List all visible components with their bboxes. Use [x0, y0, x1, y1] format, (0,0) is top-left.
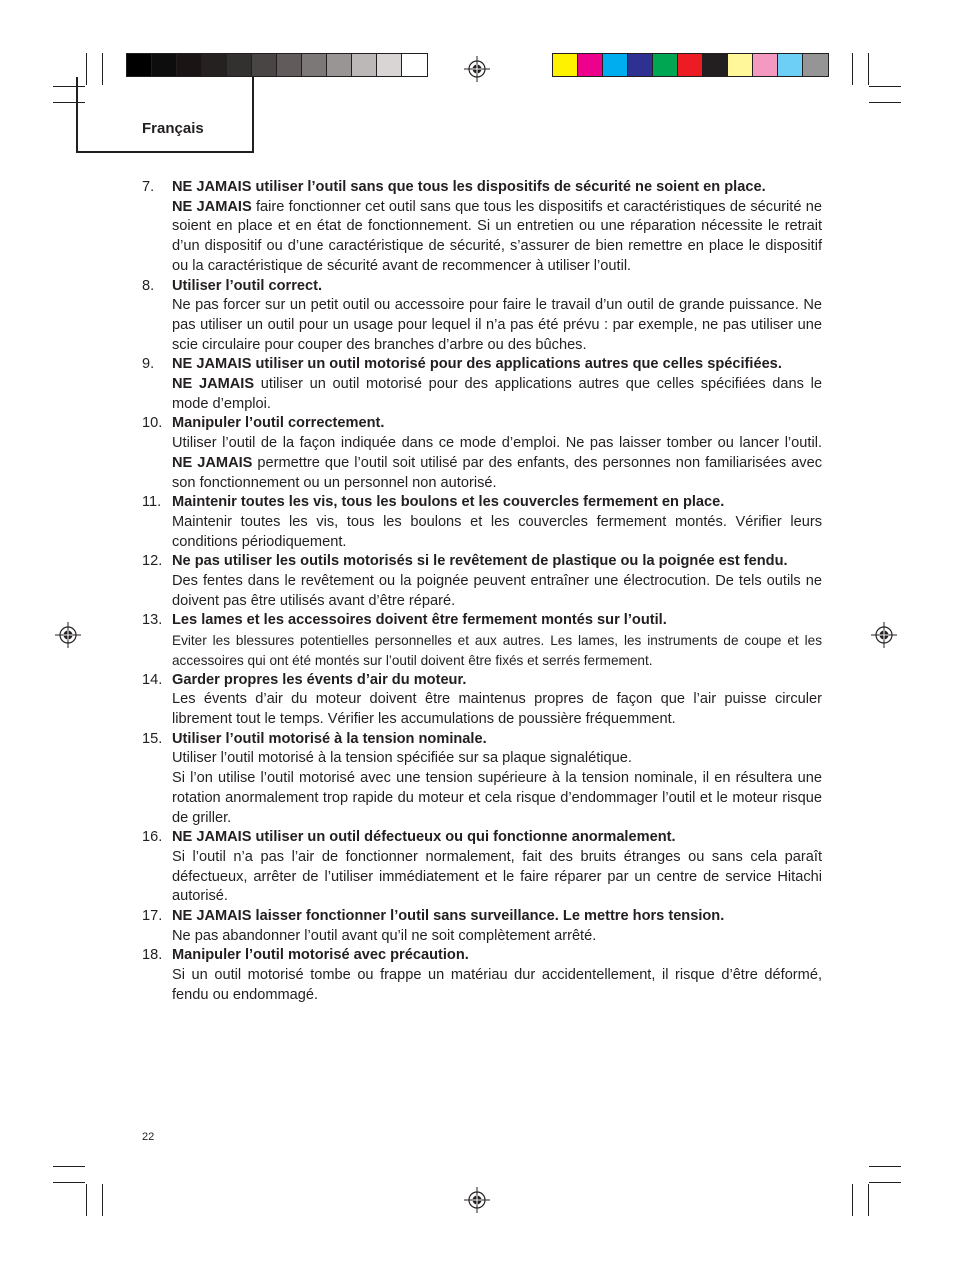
item-heading-text: Manipuler l’outil correctement	[172, 415, 381, 432]
color-swatch	[653, 54, 678, 76]
color-swatch	[628, 54, 653, 76]
item-heading-period: .	[777, 356, 782, 373]
color-calibration-bar	[552, 53, 829, 77]
item-heading	[172, 730, 822, 750]
body-text: Maintenir toutes les vis, tous les boulons et les couvercles fermement montés. Vérifier leurs conditions périodiquement.	[172, 513, 822, 550]
body-text: Si l’outil n’a pas l’air de fonctionner normalement, fait des bruits étranges ou sans cela paraît défectueux, arrêter de l’utiliser immédiatement et le faire réparer par un centre de service Hitachi autorisé.	[172, 848, 822, 905]
registration-mark-icon	[464, 56, 490, 82]
list-item	[142, 277, 822, 356]
item-body	[172, 848, 822, 907]
list-item	[142, 828, 822, 907]
color-swatch	[553, 54, 578, 76]
item-number: 14.	[142, 671, 163, 688]
item-heading-period: .	[462, 671, 467, 688]
crop-mark	[869, 102, 901, 103]
item-body	[172, 198, 822, 277]
color-swatch	[352, 54, 377, 76]
language-label: Français	[142, 120, 204, 137]
item-number: 15.	[142, 730, 163, 747]
crop-mark	[102, 1184, 103, 1216]
list-item	[142, 611, 822, 670]
emphasis-text: NE JAMAIS	[172, 376, 255, 393]
item-heading	[172, 178, 822, 198]
color-swatch	[803, 54, 828, 76]
item-heading-period: .	[761, 179, 766, 195]
item-number: 7.	[142, 179, 155, 195]
color-swatch	[277, 54, 302, 76]
list-item	[142, 493, 822, 552]
registration-mark-icon	[464, 1187, 490, 1213]
crop-mark	[852, 53, 853, 85]
crop-mark	[869, 1166, 901, 1167]
color-swatch	[152, 54, 177, 76]
item-body	[172, 690, 822, 729]
item-heading-text: Manipuler l’outil motorisé avec précaution	[172, 947, 465, 964]
crop-mark	[869, 1182, 901, 1183]
color-swatch	[678, 54, 703, 76]
item-heading-text: Ne pas utiliser les outils motorisés si le revêtement de plastique ou la poignée est fendu	[172, 553, 784, 570]
color-swatch	[202, 54, 227, 76]
color-swatch	[252, 54, 277, 76]
body-text: Ne pas forcer sur un petit outil ou accessoire pour faire le travail d’un outil de grande puissance. Ne pas utiliser un outil pour un usage pour lequel il n’a pas été prévu : par exemple, ne pas utiliser une scie circulaire pour couper des branches d’arbre ou des bûches.	[172, 297, 822, 353]
color-swatch	[753, 54, 778, 76]
color-swatch	[177, 54, 202, 76]
item-heading-text: NE JAMAIS utiliser un outil défectueux ou qui fonctionne anormalement	[172, 829, 672, 846]
body-text: Utiliser l’outil motorisé à la tension spécifiée sur sa plaque signalétique.	[172, 750, 632, 767]
item-body	[172, 769, 822, 828]
color-swatch	[728, 54, 753, 76]
body-text: utiliser un outil motorisé pour des applications autres que celles spécifiées dans le mode d’emploi.	[172, 376, 822, 412]
item-heading	[172, 552, 822, 572]
item-number: 16.	[142, 829, 163, 846]
item-body	[172, 375, 822, 414]
item-heading-period: .	[720, 908, 725, 925]
crop-mark	[53, 1182, 85, 1183]
item-body	[172, 966, 822, 1005]
list-item	[142, 414, 822, 493]
crop-mark	[868, 53, 869, 85]
item-heading	[172, 355, 822, 375]
item-heading-period: .	[464, 947, 469, 964]
registration-mark-icon	[871, 622, 897, 648]
item-body	[172, 572, 822, 611]
item-heading-period: .	[317, 277, 323, 294]
item-heading-text: Utiliser l’outil motorisé à la tension nominale	[172, 730, 483, 747]
item-heading	[172, 611, 822, 631]
color-swatch	[127, 54, 152, 76]
item-heading-period: .	[662, 612, 667, 629]
item-body	[172, 296, 822, 355]
item-heading-text: Les lames et les accessoires doivent être fermement montés sur l’outil	[172, 612, 663, 629]
color-swatch	[402, 54, 427, 76]
color-swatch	[327, 54, 352, 76]
item-body	[172, 434, 822, 493]
page-number: 22	[142, 1131, 155, 1143]
item-number: 12.	[142, 553, 163, 570]
item-heading-text: Garder propres les évents d’air du moteur	[172, 671, 463, 688]
list-item	[142, 178, 822, 277]
item-heading-text: NE JAMAIS utiliser un outil motorisé pour des applications autres que celles spécifiées	[172, 356, 778, 373]
registration-mark-icon	[55, 622, 81, 648]
crop-mark	[869, 86, 901, 87]
item-heading	[172, 414, 822, 434]
item-number: 9.	[142, 356, 155, 373]
list-item	[142, 730, 822, 829]
item-heading-text: Utiliser l’outil correct	[172, 277, 318, 294]
color-swatch	[778, 54, 803, 76]
item-heading-period: .	[482, 730, 487, 747]
body-text: faire fonctionner cet outil sans que tous les dispositifs et caractéristiques de sécurité ne soient en place et en état de fonctionnement. Si un entretien ou une réparation nécessite le retrait d’un dispositif ou d’une caractéristique de sécurité, s’assurer de bien remettre en place le dispositif ou la caractéristique de sécurité avant de recommencer à utiliser l’outil.	[172, 198, 822, 274]
list-item	[142, 671, 822, 730]
list-item	[142, 552, 822, 611]
body-text: permettre que l’outil soit utilisé par des enfants, des personnes non familiarisées avec son fonctionnement ou un personnel non autorisé.	[172, 454, 823, 491]
item-body	[172, 749, 822, 769]
list-item	[142, 907, 822, 946]
body-text: Utiliser l’outil de la façon indiquée dans ce mode d’emploi. Ne pas laisser tomber ou lancer l’outil.	[172, 435, 822, 452]
item-heading-text: Maintenir toutes les vis, tous les boulons et les couvercles fermement en place	[172, 494, 721, 511]
item-number: 18.	[142, 947, 163, 964]
body-text: Si un outil motorisé tombe ou frappe un matériau dur accidentellement, il risque d’être déformé, fendu ou endommagé.	[172, 967, 822, 1003]
crop-mark	[868, 1184, 869, 1216]
item-heading-text: NE JAMAIS laisser fonctionner l’outil sans surveillance. Le mettre hors tension	[172, 908, 721, 925]
crop-mark	[86, 1184, 87, 1216]
item-body	[172, 927, 822, 947]
color-swatch	[227, 54, 252, 76]
body-text: Ne pas abandonner l’outil avant qu’il ne soit complètement arrêté.	[172, 927, 597, 944]
item-number: 13.	[142, 612, 163, 629]
body-text: Les évents d’air du moteur doivent être maintenus propres de façon que l’air puisse circuler librement tout le temps. Vérifier les accumulations de poussière fréquemment.	[172, 691, 822, 727]
body-text: Des fentes dans le revêtement ou la poignée peuvent entraîner une électrocution. De tels outils ne doivent pas être utilisés avant d’être réparé.	[172, 573, 822, 609]
color-swatch	[603, 54, 628, 76]
item-heading-period: .	[671, 829, 676, 846]
item-heading	[172, 946, 822, 966]
item-heading-text: NE JAMAIS utiliser l’outil sans que tous les dispositifs de sécurité ne soient en place	[172, 179, 762, 195]
color-swatch	[302, 54, 327, 76]
color-swatch	[578, 54, 603, 76]
crop-mark	[53, 1166, 85, 1167]
list-item	[142, 355, 822, 414]
crop-mark	[852, 1184, 853, 1216]
item-heading-period: .	[783, 553, 788, 570]
item-heading	[172, 671, 822, 691]
language-tab	[76, 77, 254, 153]
color-swatch	[703, 54, 728, 76]
item-number: 8.	[142, 277, 155, 294]
grayscale-calibration-bar	[126, 53, 428, 77]
item-body	[172, 631, 822, 670]
emphasis-text: NE JAMAIS	[172, 198, 252, 215]
item-heading-period: .	[720, 494, 725, 511]
list-item	[142, 946, 822, 1005]
item-body	[172, 513, 822, 552]
item-heading	[172, 277, 822, 297]
item-number: 17.	[142, 908, 163, 925]
item-heading	[172, 907, 822, 927]
safety-instructions-list	[142, 178, 822, 1006]
body-text: Si l’on utilise l’outil motorisé avec une tension supérieure à la tension nominale, il en résultera une rotation anormalement trop rapide du moteur et cela risque d’endommager l’outil et le moteur risque de griller.	[172, 770, 822, 826]
color-swatch	[377, 54, 402, 76]
item-heading	[172, 493, 822, 513]
item-number: 11.	[142, 494, 162, 511]
item-number: 10.	[142, 415, 163, 432]
emphasis-text: NE JAMAIS	[172, 454, 253, 471]
item-heading	[172, 828, 822, 848]
body-text: Eviter les blessures potentielles personnelles et aux autres. Les lames, les instruments de coupe et les accessoires qui ont été montés sur l’outil doivent être fixés et serrés fermement.	[172, 633, 822, 668]
item-heading-period: .	[380, 415, 385, 432]
